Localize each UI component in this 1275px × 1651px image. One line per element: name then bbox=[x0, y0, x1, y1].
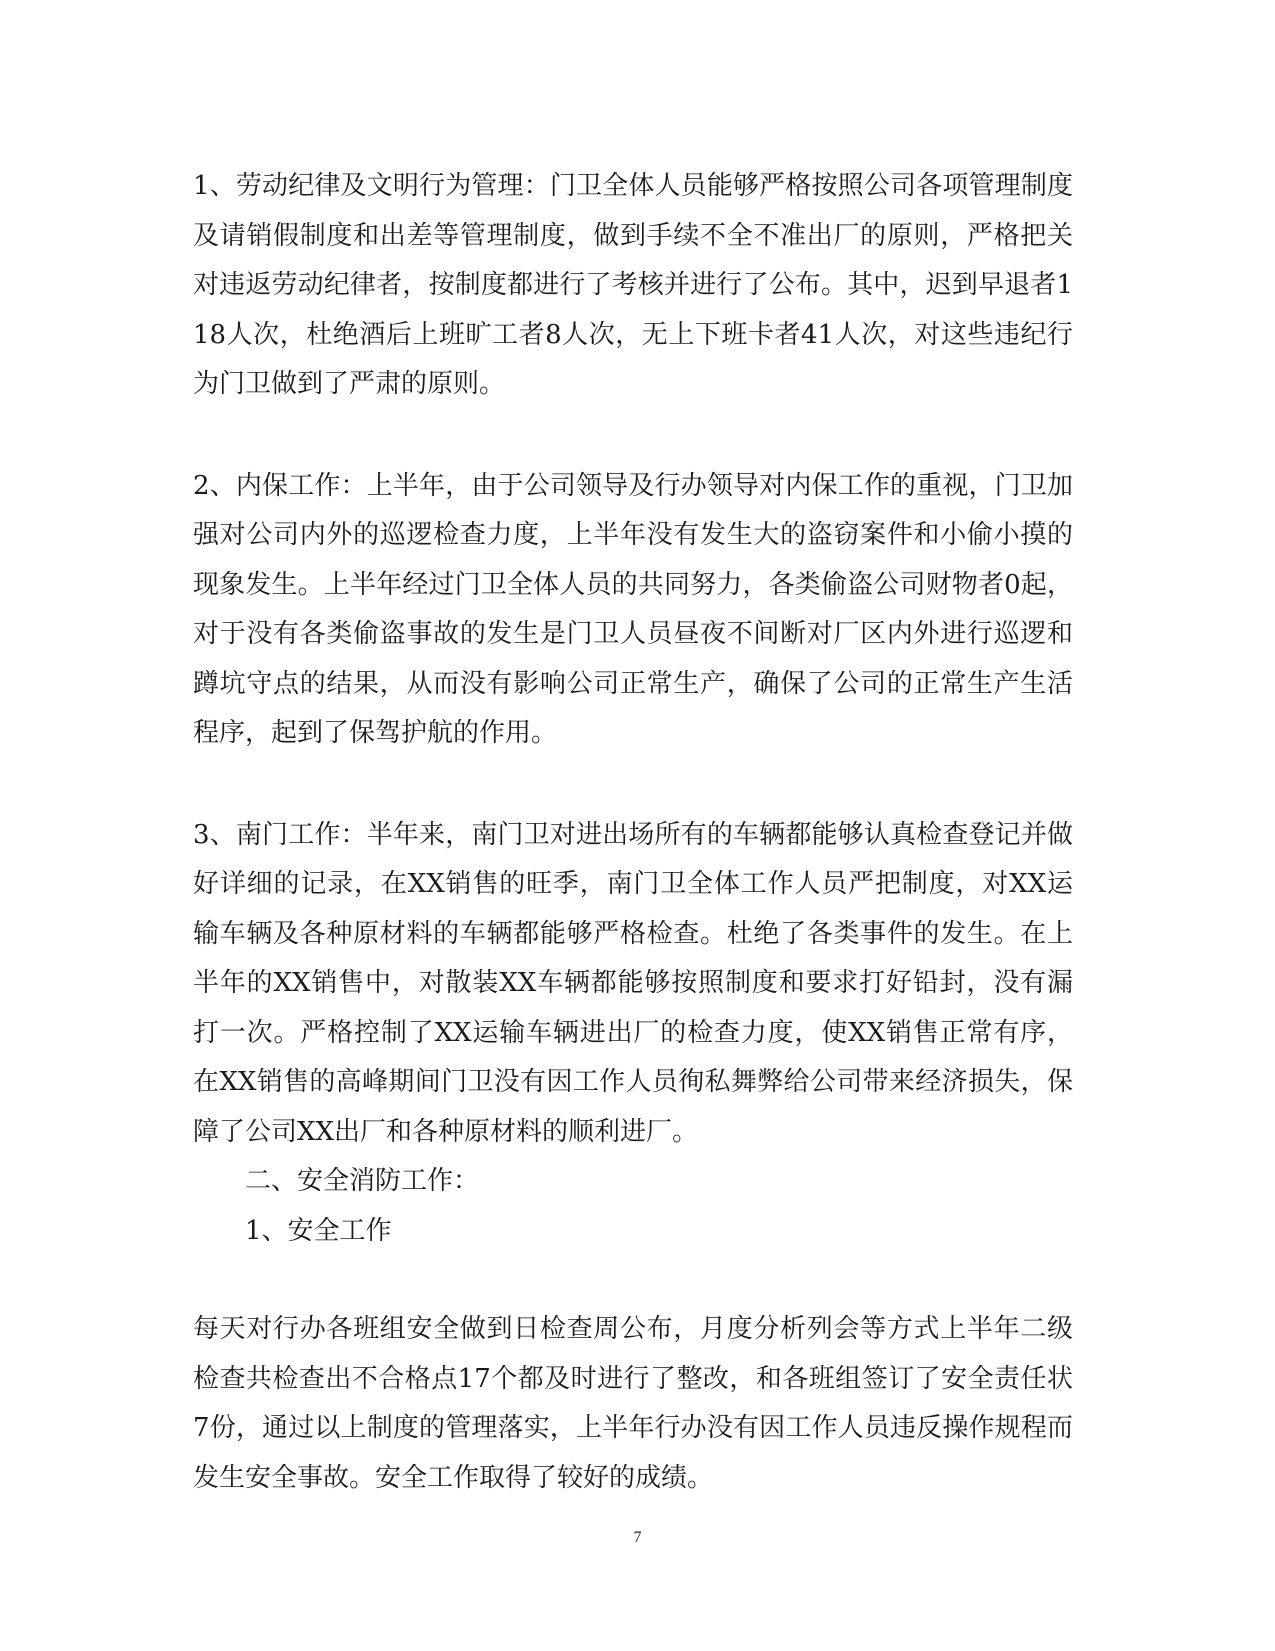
page-number: 7 bbox=[633, 1529, 642, 1546]
paragraph-labor-discipline: 1、劳动纪律及文明行为管理：门卫全体人员能够严格按照公司各项管理制度及请销假制度和出差等管理制度，做到手续不全不准出厂的原则，严格把关对违返劳动纪律者，按制度都进行了考核并进行了公布。其中，迟到早退者118人次，杜绝酒后上班旷工者8人次，无上下班卡者41人次，对这些违纪行为门卫做到了严肃的原则。 bbox=[193, 171, 1073, 399]
paragraph-south-gate: 3、南门工作：半年来，南门卫对进出场所有的车辆都能够认真检查登记并做好详细的记录，在XX销售的旺季，南门卫全体工作人员严把制度，对XX运输车辆及各种原材料的车辆都能够严格检查。杜绝了各类事件的发生。在上半年的XX销售中，对散装XX车辆都能够按照制度和要求打好铅封，没有漏打一次。严格控制了XX运输车辆进出厂的检查力度，使XX销售正常有序，在XX销售的高峰期间门卫没有因工作人员徇私舞弊给公司带来经济损失，保障了公司XX出厂和各种原材料的顺利进厂。 bbox=[193, 819, 1073, 1147]
paragraph-internal-security: 2、内保工作：上半年，由于公司领导及行办领导对内保工作的重视，门卫加强对公司内外的巡逻检查力度，上半年没有发生大的盗窃案件和小偷小摸的现象发生。上半年经过门卫全体人员的共同努力，各类偷盗公司财物者0起，对于没有各类偷盗事故的发生是门卫人员昼夜不间断对厂区内外进行巡逻和蹲坑守点的结果，从而没有影响公司正常生产，确保了公司的正常生产生活程序，起到了保驾护航的作用。 bbox=[193, 470, 1073, 748]
paragraph-spacer bbox=[193, 1256, 1073, 1305]
subsection-heading-safety-work: 1、安全工作 bbox=[245, 1215, 392, 1246]
paragraph-spacer bbox=[193, 410, 1073, 462]
section-heading-safety-fire: 二、安全消防工作： bbox=[245, 1166, 480, 1196]
paragraph-safety-inspection: 每天对行办各班组安全做到日检查周公布，月度分析列会等方式上半年二级检查共检查出不合格点17个都及时进行了整改，和各班组签订了安全责任状7份，通过以上制度的管理落实，上半年行办没有因工作人员违反操作规程而发生安全事故。安全工作取得了较好的成绩。 bbox=[193, 1314, 1073, 1493]
paragraph-spacer bbox=[193, 759, 1073, 811]
document-body bbox=[193, 162, 1073, 1503]
